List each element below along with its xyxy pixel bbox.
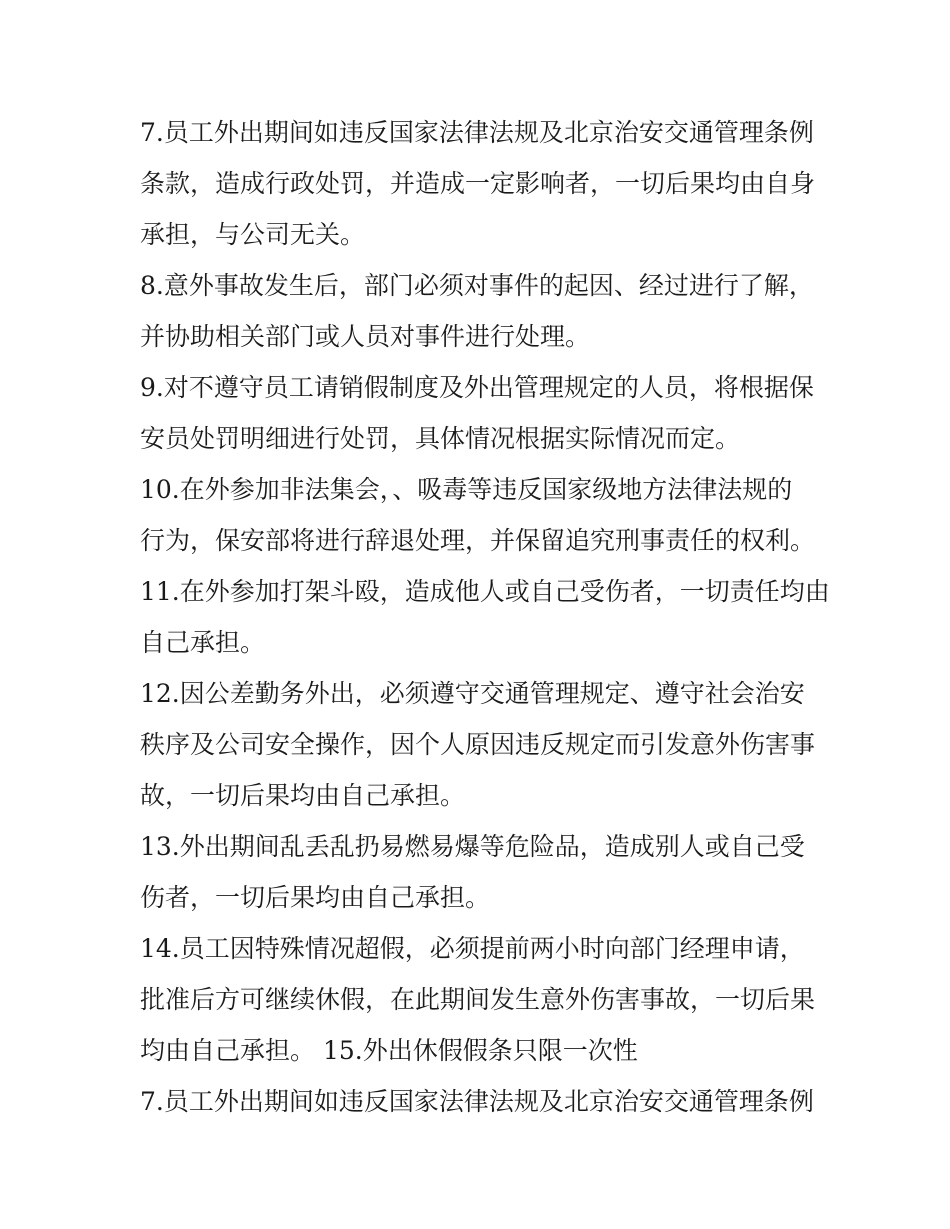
text-line: 12.因公差勤务外出，必须遵守交通管理规定、遵守社会治安 [140, 679, 805, 708]
text-line: 批准后方可继续休假，在此期间发生意外伤害事故，一切后果 [140, 985, 816, 1014]
text-line: 7.员工外出期间如违反国家法律法规及北京治安交通管理条例 [140, 1087, 814, 1116]
text-line: 13.外出期间乱丢乱扔易燃易爆等危险品，造成别人或自己受 [140, 832, 805, 861]
text-line: 承担，与公司无关。 [140, 220, 366, 249]
text-line: 均由自己承担。 15.外出休假假条只限一次性 [140, 1036, 638, 1065]
text-line: 7.员工外出期间如违反国家法律法规及北京治安交通管理条例 [140, 118, 814, 147]
text-line: 10.在外参加非法集会，、吸毒等违反国家级地方法律法规的 [140, 475, 793, 504]
text-line: 行为，保安部将进行辞退处理，并保留追究刑事责任的权利。 [140, 526, 816, 555]
text-line: 故，一切后果均由自己承担。 [140, 781, 466, 810]
text-line: 9.对不遵守员工请销假制度及外出管理规定的人员，将根据保 [140, 373, 814, 402]
text-line: 伤者，一切后果均由自己承担。 [140, 883, 491, 912]
text-line: 自己承担。 [140, 628, 266, 657]
text-line: 14.员工因特殊情况超假，必须提前两小时向部门经理申请， [140, 934, 805, 963]
text-line: 条款，造成行政处罚，并造成一定影响者，一切后果均由自身 [140, 169, 816, 198]
text-line: 安员处罚明细进行处罚，具体情况根据实际情况而定。 [140, 424, 741, 453]
text-line: 并协助相关部门或人员对事件进行处理。 [140, 322, 591, 351]
text-line: 11.在外参加打架斗殴，造成他人或自己受伤者，一切责任均由 [140, 577, 830, 606]
text-line: 8.意外事故发生后，部门必须对事件的起因、经过进行了解， [140, 271, 814, 300]
document-body [140, 107, 830, 1127]
text-line: 秩序及公司安全操作，因个人原因违反规定而引发意外伤害事 [140, 730, 816, 759]
